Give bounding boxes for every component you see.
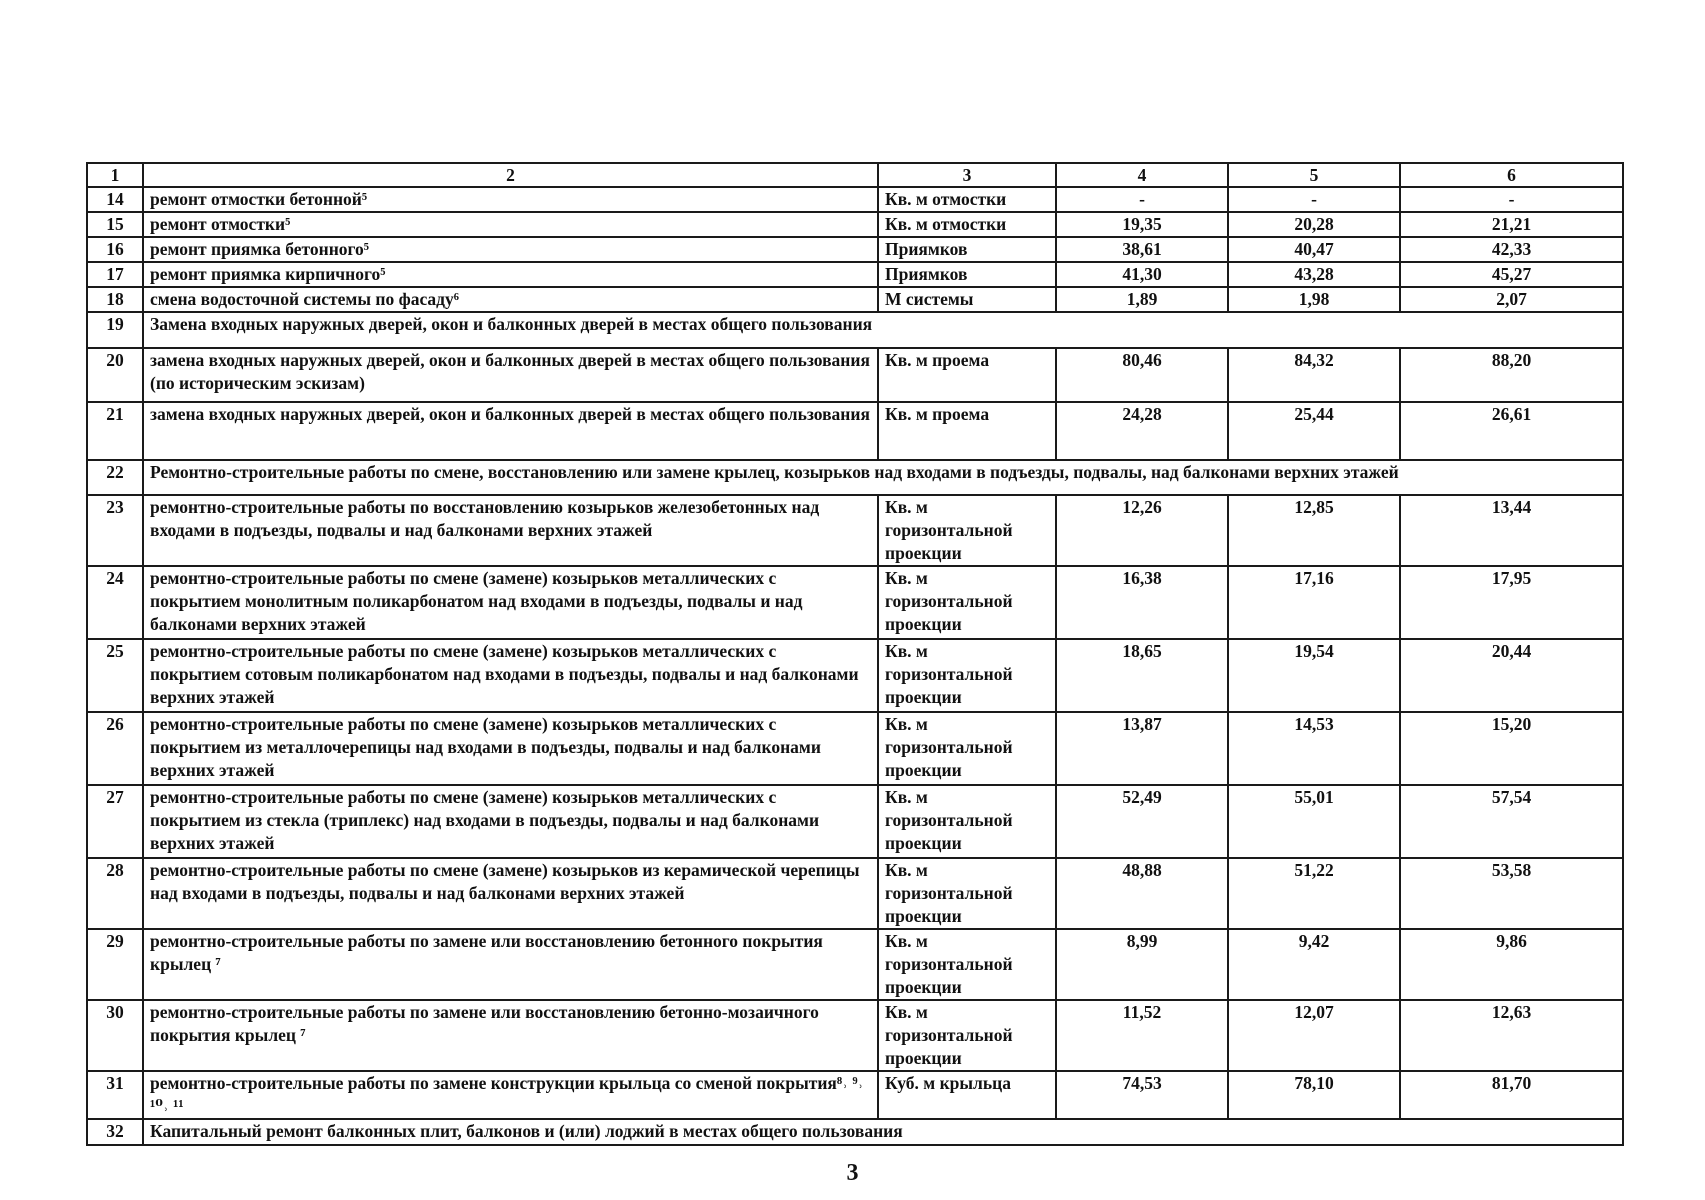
work-description: ремонт приямка бетонного⁵ [143, 237, 878, 262]
value-col-6: 21,21 [1400, 212, 1623, 237]
section-title: Капитальный ремонт балконных плит, балконов и (или) лоджий в местах общего пользования [143, 1119, 1623, 1145]
work-description: ремонт отмостки бетонной⁵ [143, 187, 878, 212]
value-col-4: 38,61 [1056, 237, 1228, 262]
value-col-6: 53,58 [1400, 858, 1623, 929]
value-col-5: 84,32 [1228, 348, 1400, 402]
work-description: ремонтно-строительные работы по смене (замене) козырьков металлических с покрытием сотовым поликарбонатом над входами в подъезды, подвалы и над балконами верхних этажей [143, 639, 878, 712]
row-number: 14 [87, 187, 143, 212]
header-cell-4: 4 [1056, 163, 1228, 187]
table-row [87, 262, 1623, 287]
unit-of-measure: Кв. м проема [878, 402, 1056, 460]
work-description: ремонтно-строительные работы по восстановлению козырьков железобетонных над входами в подъезды, подвалы и над балконами верхних этажей [143, 495, 878, 566]
work-description: ремонтно-строительные работы по смене (замене) козырьков металлических с покрытием из стекла (триплекс) над входами в подъезды, подвалы и над балконами верхних этажей [143, 785, 878, 858]
unit-of-measure: Кв. м отмостки [878, 212, 1056, 237]
table-row [87, 1071, 1623, 1119]
value-col-4: 11,52 [1056, 1000, 1228, 1071]
work-description: ремонтно-строительные работы по замене или восстановлению бетонного покрытия крылец ⁷ [143, 929, 878, 1000]
value-col-4: 12,26 [1056, 495, 1228, 566]
value-col-5: 43,28 [1228, 262, 1400, 287]
unit-of-measure: Кв. м отмостки [878, 187, 1056, 212]
value-col-4: 48,88 [1056, 858, 1228, 929]
row-number: 32 [87, 1119, 143, 1145]
value-col-6: 12,63 [1400, 1000, 1623, 1071]
header-cell-3: 3 [878, 163, 1056, 187]
row-number: 15 [87, 212, 143, 237]
table-row [87, 639, 1623, 712]
work-description: замена входных наружных дверей, окон и балконных дверей в местах общего пользования (по историческим эскизам) [143, 348, 878, 402]
table-row [87, 712, 1623, 785]
value-col-6: 57,54 [1400, 785, 1623, 858]
section-title: Ремонтно-строительные работы по смене, восстановлению или замене крылец, козырьков над входами в подъезды, подвалы, над балконами верхних этажей [143, 460, 1623, 495]
section-row [87, 1119, 1623, 1145]
header-cell-6: 6 [1400, 163, 1623, 187]
header-cell-1: 1 [87, 163, 143, 187]
unit-of-measure: Кв. м горизонтальной проекции [878, 566, 1056, 639]
value-col-5: 9,42 [1228, 929, 1400, 1000]
row-number: 29 [87, 929, 143, 1000]
table-row [87, 237, 1623, 262]
value-col-5: 12,07 [1228, 1000, 1400, 1071]
row-number: 27 [87, 785, 143, 858]
value-col-4: 19,35 [1056, 212, 1228, 237]
unit-of-measure: Кв. м горизонтальной проекции [878, 495, 1056, 566]
value-col-6: 17,95 [1400, 566, 1623, 639]
section-row [87, 460, 1623, 495]
unit-of-measure: Кв. м проема [878, 348, 1056, 402]
unit-of-measure: Кв. м горизонтальной проекции [878, 858, 1056, 929]
row-number: 23 [87, 495, 143, 566]
work-description: замена входных наружных дверей, окон и балконных дверей в местах общего пользования [143, 402, 878, 460]
value-col-6: 15,20 [1400, 712, 1623, 785]
row-number: 31 [87, 1071, 143, 1119]
value-col-6: 45,27 [1400, 262, 1623, 287]
value-col-4: 41,30 [1056, 262, 1228, 287]
value-col-6: 88,20 [1400, 348, 1623, 402]
value-col-5: 12,85 [1228, 495, 1400, 566]
section-title: Замена входных наружных дверей, окон и балконных дверей в местах общего пользования [143, 312, 1623, 348]
value-col-4: 80,46 [1056, 348, 1228, 402]
value-col-5: 20,28 [1228, 212, 1400, 237]
value-col-6: 20,44 [1400, 639, 1623, 712]
unit-of-measure: Кв. м горизонтальной проекции [878, 639, 1056, 712]
table-row [87, 348, 1623, 402]
value-col-6: 9,86 [1400, 929, 1623, 1000]
work-description: ремонтно-строительные работы по смене (замене) козырьков из керамической черепицы над входами в подъезды, подвалы и над балконами верхних этажей [143, 858, 878, 929]
row-number: 18 [87, 287, 143, 312]
row-number: 22 [87, 460, 143, 495]
value-col-5: 78,10 [1228, 1071, 1400, 1119]
value-col-4: 74,53 [1056, 1071, 1228, 1119]
table-header-row [87, 163, 1623, 187]
row-number: 20 [87, 348, 143, 402]
section-row [87, 312, 1623, 348]
unit-of-measure: Приямков [878, 262, 1056, 287]
value-col-4: 13,87 [1056, 712, 1228, 785]
table-row [87, 212, 1623, 237]
work-description: смена водосточной системы по фасаду⁶ [143, 287, 878, 312]
table-row [87, 929, 1623, 1000]
row-number: 21 [87, 402, 143, 460]
row-number: 26 [87, 712, 143, 785]
table-row [87, 495, 1623, 566]
value-col-4: 52,49 [1056, 785, 1228, 858]
work-description: ремонтно-строительные работы по замене или восстановлению бетонно-мозаичного покрытия крылец ⁷ [143, 1000, 878, 1071]
row-number: 19 [87, 312, 143, 348]
page-number: 3 [846, 1160, 859, 1186]
unit-of-measure: М системы [878, 287, 1056, 312]
row-number: 16 [87, 237, 143, 262]
header-cell-2: 2 [143, 163, 878, 187]
unit-of-measure: Куб. м крыльца [878, 1071, 1056, 1119]
table-row [87, 187, 1623, 212]
value-col-6: 2,07 [1400, 287, 1623, 312]
table-row [87, 1000, 1623, 1071]
value-col-4: 1,89 [1056, 287, 1228, 312]
unit-of-measure: Приямков [878, 237, 1056, 262]
unit-of-measure: Кв. м горизонтальной проекции [878, 929, 1056, 1000]
value-col-5: 25,44 [1228, 402, 1400, 460]
value-col-6: 26,61 [1400, 402, 1623, 460]
row-number: 30 [87, 1000, 143, 1071]
table-row [87, 287, 1623, 312]
value-col-5: 55,01 [1228, 785, 1400, 858]
table-row [87, 566, 1623, 639]
value-col-6: 13,44 [1400, 495, 1623, 566]
value-col-4: - [1056, 187, 1228, 212]
work-description: ремонтно-строительные работы по замене конструкции крыльца со сменой покрытия⁸˒ ⁹˒ ¹⁰˒ ¹¹ [143, 1071, 878, 1119]
unit-of-measure: Кв. м горизонтальной проекции [878, 785, 1056, 858]
value-col-4: 24,28 [1056, 402, 1228, 460]
value-col-5: 17,16 [1228, 566, 1400, 639]
value-col-6: 42,33 [1400, 237, 1623, 262]
work-description: ремонтно-строительные работы по смене (замене) козырьков металлических с покрытием из металлочерепицы над входами в подъезды, подвалы и над балконами верхних этажей [143, 712, 878, 785]
work-description: ремонт отмостки⁵ [143, 212, 878, 237]
table-row [87, 785, 1623, 858]
row-number: 28 [87, 858, 143, 929]
value-col-5: - [1228, 187, 1400, 212]
row-number: 17 [87, 262, 143, 287]
value-col-6: 81,70 [1400, 1071, 1623, 1119]
value-col-4: 8,99 [1056, 929, 1228, 1000]
table-row [87, 402, 1623, 460]
value-col-5: 1,98 [1228, 287, 1400, 312]
header-cell-5: 5 [1228, 163, 1400, 187]
value-col-5: 40,47 [1228, 237, 1400, 262]
row-number: 24 [87, 566, 143, 639]
work-description: ремонтно-строительные работы по смене (замене) козырьков металлических с покрытием монолитным поликарбонатом над входами в подъезды, подвалы и над балконами верхних этажей [143, 566, 878, 639]
unit-of-measure: Кв. м горизонтальной проекции [878, 1000, 1056, 1071]
table-row [87, 858, 1623, 929]
row-number: 25 [87, 639, 143, 712]
value-col-5: 14,53 [1228, 712, 1400, 785]
value-col-4: 18,65 [1056, 639, 1228, 712]
value-col-6: - [1400, 187, 1623, 212]
work-description: ремонт приямка кирпичного⁵ [143, 262, 878, 287]
works-price-table [86, 162, 1624, 1146]
value-col-5: 51,22 [1228, 858, 1400, 929]
value-col-5: 19,54 [1228, 639, 1400, 712]
unit-of-measure: Кв. м горизонтальной проекции [878, 712, 1056, 785]
value-col-4: 16,38 [1056, 566, 1228, 639]
